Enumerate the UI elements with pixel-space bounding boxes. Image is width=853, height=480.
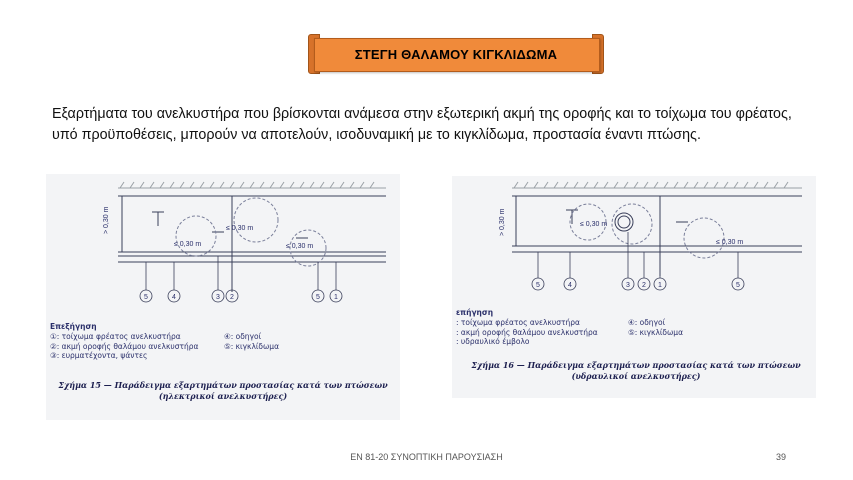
slide-paragraph: Εξαρτήματα του ανελκυστήρα που βρίσκονται ανάμεσα στην εξωτερική ακμή της οροφής και το τοίχωμα του φρέατος, υπό προϋποθέσεις, μπορούν να αποτελούν, ισοδυναμική με το κιγκλίδωμα, προστασία έναντι πτώσης. [52, 106, 792, 143]
title-banner [308, 32, 604, 74]
fig1-dist-label-3: ≤ 0,30 m [286, 243, 314, 250]
fig1-legend-item: ④: οδηγοί [224, 332, 262, 341]
fig1-dim-label: > 0,30 m [103, 206, 110, 234]
fig2-caption: Σχήμα 16 — Παράδειγμα εξαρτημάτων προστασίας κατά των πτώσεων (υδραυλικοί ανελκυστήρες) [471, 360, 801, 381]
slide-footer: ΕΝ 81-20 ΣΥΝΟΠΤΙΚΗ ΠΑΡΟΥΣΙΑΣΗ [350, 452, 503, 462]
page-number: 39 [776, 452, 787, 462]
fig2-num-4: 2 [642, 282, 646, 289]
fig2-num-5: 1 [658, 282, 662, 289]
fig1-legend-item: ③: ευρματέχοντα, ψάντες [50, 351, 148, 360]
fig1-dist-label-2: ≤ 0,30 m [226, 225, 254, 232]
fig1-legend-title: Επεξήγηση [50, 322, 97, 331]
fig1-num-3: 3 [216, 294, 220, 301]
fig1-num-2: 4 [172, 294, 176, 301]
fig1-legend-left [50, 332, 200, 361]
fig2-legend-left [456, 318, 616, 347]
fig2-dist-label-1: ≤ 0,30 m [580, 221, 608, 228]
fig2-legend-title: επήγηση [456, 308, 494, 317]
fig1-legend-item: ①: τοίχωμα φρέατος ανελκυστήρα [50, 332, 181, 341]
figure-16 [452, 176, 816, 398]
fig2-num-2: 4 [568, 282, 572, 289]
fig2-dim-label: > 0,30 m [499, 208, 506, 236]
slide-title: ΣΤΕΓΗ ΘΑΛΑΜΟΥ ΚΙΓΚΛΙΔΩΜΑ [354, 47, 558, 62]
fig2-dist-label-2: ≤ 0,30 m [716, 239, 744, 246]
fig1-legend-right [224, 332, 374, 351]
fig1-num-6: 1 [334, 294, 338, 301]
fig2-legend-right [628, 318, 778, 337]
fig2-legend-item: : υδραυλικό έμβολο [456, 337, 530, 346]
fig2-legend-item: : ακμή οροφής θαλάμου ανελκυστήρα [456, 327, 598, 337]
fig1-num-5: 5 [316, 294, 320, 301]
fig2-legend-item: ⑤: κιγκλίδωμα [628, 327, 684, 337]
fig2-num-3: 3 [626, 282, 630, 289]
fig2-num-6: 5 [736, 282, 740, 289]
fig1-caption: Σχήμα 15 — Παράδειγμα εξαρτημάτων προστασίας κατά των πτώσεων (ηλεκτρικοί ανελκυστήρες) [58, 380, 388, 401]
fig1-legend-item: ⑤: κιγκλίδωμα [224, 341, 280, 351]
fig2-legend-item: : τοίχωμα φρέατος ανελκυστήρα [456, 318, 580, 327]
fig1-legend-item: ②: ακμή οροφής θαλάμου ανελκυστήρα [50, 341, 199, 351]
figure-15 [46, 174, 400, 420]
fig1-dist-label-1: ≤ 0,30 m [174, 241, 202, 248]
fig2-legend-item: ④: οδηγοί [628, 318, 666, 327]
fig1-num-1: 5 [144, 294, 148, 301]
fig1-num-4: 2 [230, 294, 234, 301]
fig2-num-1: 5 [536, 282, 540, 289]
